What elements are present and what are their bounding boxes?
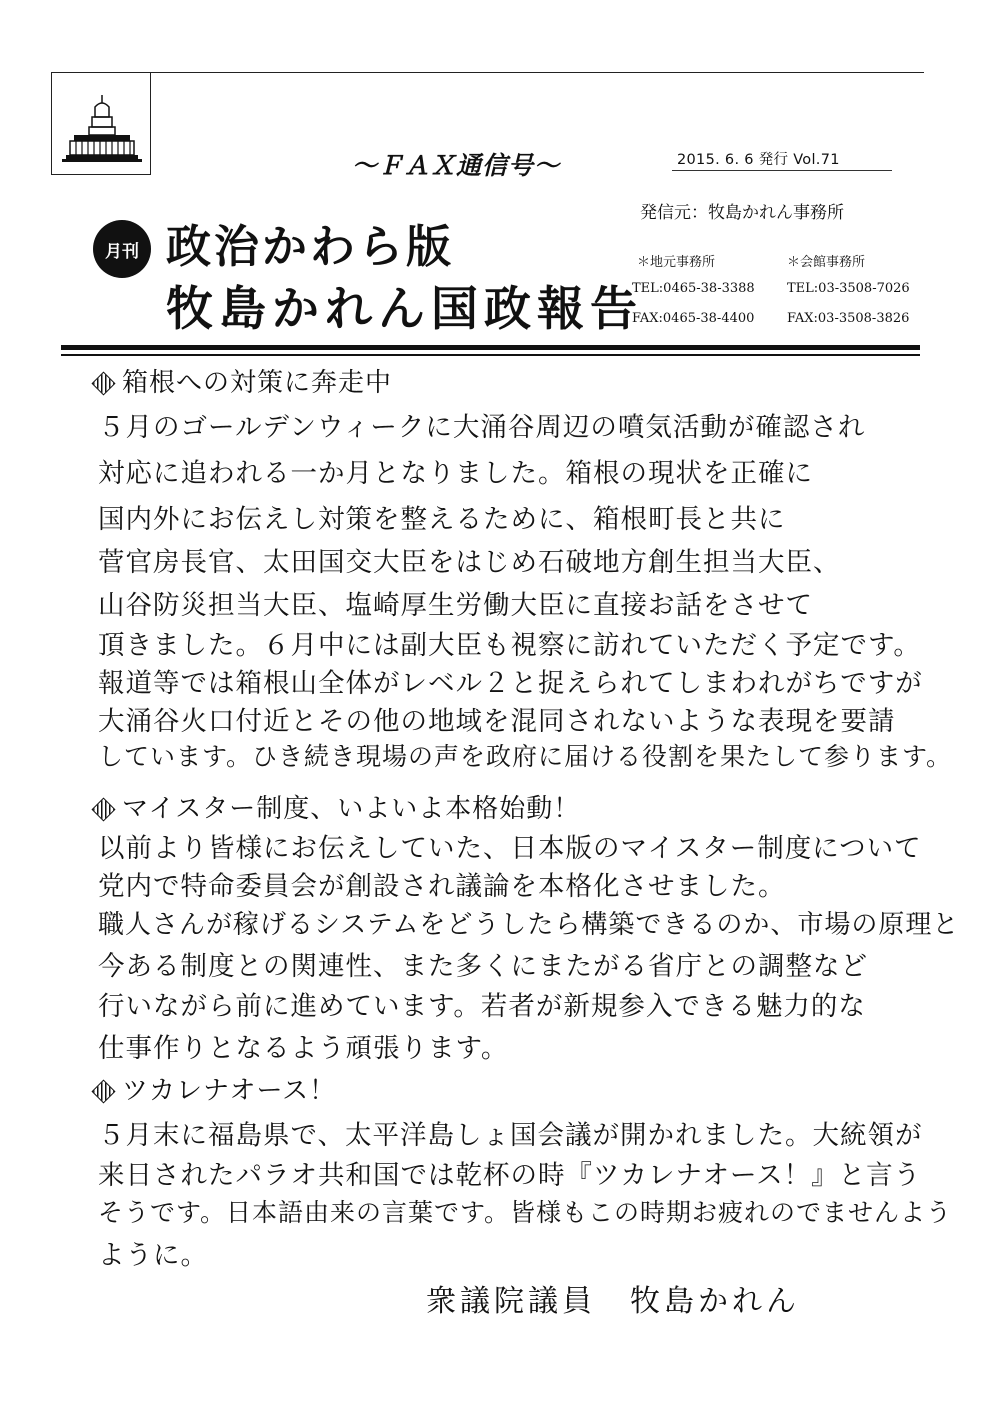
body-line: 来日されたパラオ共和国では乾杯の時『ツカレナオース！』と言う [98, 1160, 922, 1191]
body-line: 報道等では箱根山全体がレベル２と捉えられてしまわれがちですが [98, 668, 923, 699]
office-local-tel: TEL:0465-38-3388 [632, 281, 755, 296]
body-line: 党内で特命委員会が創設され議論を本格化させました。 [98, 871, 786, 902]
section-heading [92, 362, 392, 399]
body-line: しています。ひき続き現場の声を政府に届ける役割を果たして参ります。 [98, 742, 953, 771]
issue-date-volume: 2015. 6. 6 発行 Vol.71 [677, 152, 840, 168]
body-line: 行いながら前に進めています。若者が新規参入できる魅力的な [98, 991, 866, 1022]
office-kaikan-name: ＊会館事務所 [787, 255, 866, 270]
section-heading [92, 788, 580, 825]
body-line: 国内外にお伝えし対策を整えるために、箱根町長と共に [98, 504, 786, 535]
hatched-diamond-icon [92, 372, 114, 394]
body-line: 職人さんが稼げるシステムをどうしたら構築できるのか、市場の原理と [98, 910, 960, 940]
hatched-diamond-icon [92, 1080, 114, 1102]
office-local-name: ＊地元事務所 [637, 255, 716, 270]
body-line: 今ある制度との関連性、また多くにまたがる省庁との調整など [98, 951, 868, 982]
section-heading [92, 1070, 336, 1107]
body-line: 以前より皆様にお伝えしていた、日本版のマイスター制度について [98, 833, 922, 864]
office-kaikan-fax: FAX:03-3508-3826 [787, 311, 910, 326]
sender-line: 発信元：牧島かれん事務所 [640, 203, 844, 223]
body-line: 頂きました。６月中には副大臣も視察に訪れていただく予定です。 [98, 630, 921, 661]
header-divider-thin [61, 354, 920, 356]
office-local-fax: FAX:0465-38-4400 [632, 311, 755, 326]
office-kaikan-tel: TEL:03-3508-7026 [787, 281, 910, 296]
diet-building-logo [51, 72, 151, 175]
hatched-diamond-icon [92, 798, 114, 820]
body-line: ５月のゴールデンウィークに大涌谷周辺の噴気活動が確認され [98, 412, 866, 443]
header-top-rule [51, 72, 924, 73]
body-line: 対応に追われる一か月となりました。箱根の現状を正確に [98, 458, 813, 489]
body-line: ５月末に福島県で、太平洋島しょ国会議が開かれました。大統領が [98, 1120, 923, 1151]
body-line: 仕事作りとなるよう頑張ります。 [98, 1033, 509, 1064]
body-line: そうです。日本語由来の言葉です。皆様もこの時期お疲れのでませんよう [98, 1198, 953, 1227]
body-line: 菅官房長官、太田国交大臣をはじめ石破地方創生担当大臣、 [98, 547, 841, 578]
diet-building-icon [52, 73, 152, 176]
header-divider-thick [61, 345, 920, 350]
body-line: ように。 [98, 1240, 208, 1271]
newsletter-title: 政治かわら版 [166, 220, 455, 273]
section-heading-text: マイスター制度、いよいよ本格始動！ [122, 794, 581, 824]
signature: 衆議院議員 牧島かれん [426, 1284, 800, 1319]
fax-issue-title: ～ＦＡＸ通信号～ [352, 151, 561, 180]
body-line: 山谷防災担当大臣、塩崎厚生労働大臣に直接お話をさせて [98, 590, 813, 621]
section-heading-text: 箱根への対策に奔走中 [122, 368, 393, 398]
monthly-badge: 月刊 [93, 220, 151, 278]
section-heading-text: ツカレナオース！ [122, 1076, 337, 1106]
newsletter-subtitle: 牧島かれん国政報告 [166, 282, 643, 337]
issue-underline [672, 170, 892, 171]
body-line: 大涌谷火口付近とその他の地域を混同されないような表現を要請 [98, 706, 896, 737]
